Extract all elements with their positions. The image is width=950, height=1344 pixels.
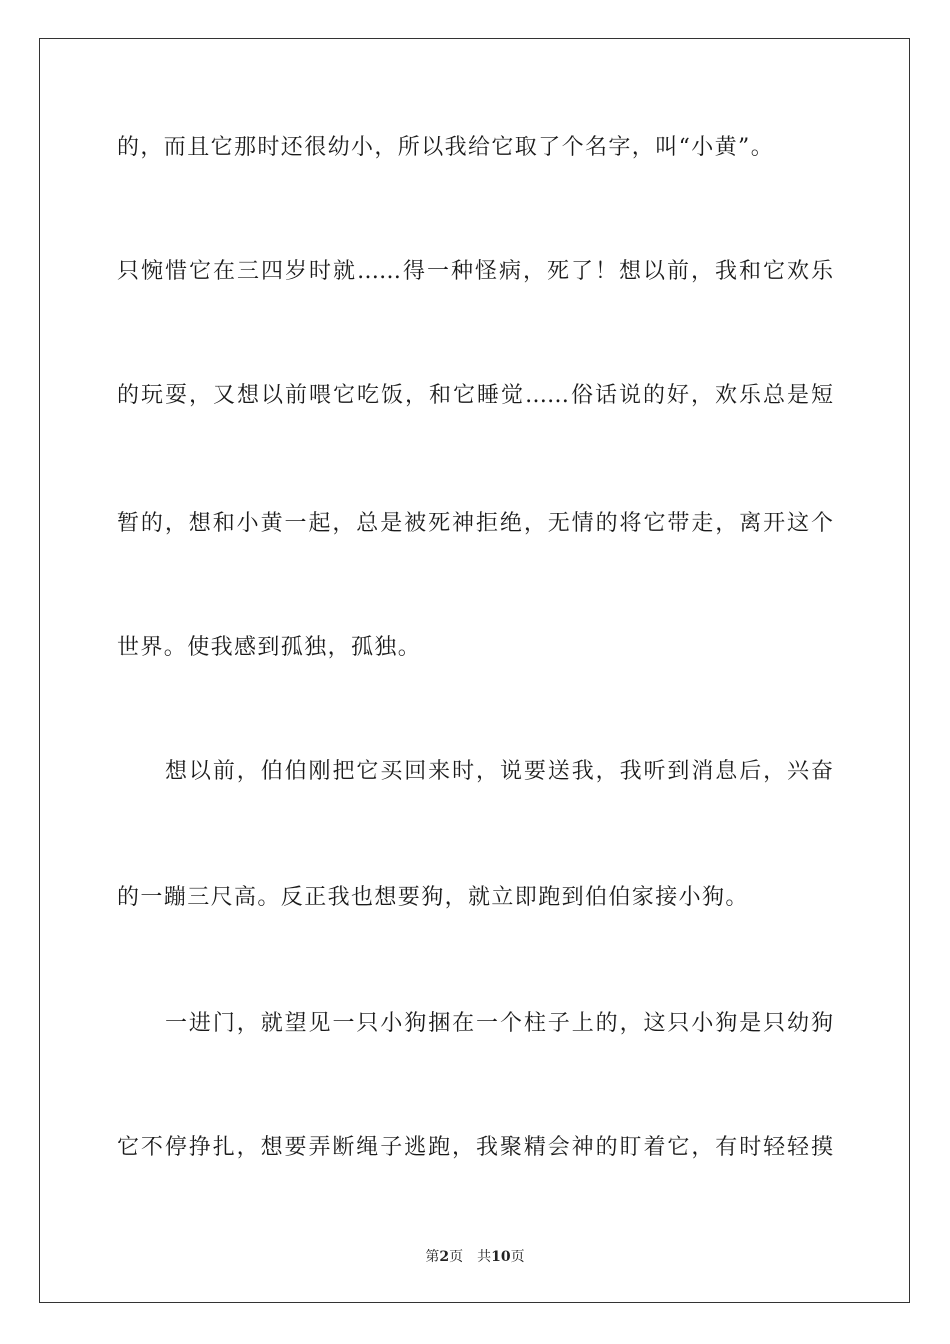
paragraph-line-3: 的玩耍，又想以前喂它吃饭，和它睡觉……俗话说的好，欢乐总是短 <box>117 383 833 408</box>
paragraph-line-5: 世界。使我感到孤独，孤独。 <box>117 635 422 660</box>
paragraph-line-1: 的，而且它那时还很幼小，所以我给它取了个名字，叫“小黄”。 <box>117 135 775 160</box>
paragraph-line-8: 一进门，就望见一只小狗捆在一个柱子上的，这只小狗是只幼狗 <box>165 1011 833 1036</box>
footer-total-prefix: 共 <box>477 1249 492 1265</box>
footer-total-number: 10 <box>491 1249 511 1265</box>
paragraph-line-6: 想以前，伯伯刚把它买回来时，说要送我，我听到消息后，兴奋 <box>165 759 833 784</box>
footer-page-suffix: 页 <box>449 1249 464 1265</box>
page-border <box>39 38 910 1303</box>
page-footer <box>0 1248 950 1266</box>
footer-page-prefix: 第 <box>425 1249 440 1265</box>
footer-page-number: 2 <box>439 1249 450 1265</box>
footer-total-suffix: 页 <box>510 1249 525 1265</box>
paragraph-line-7: 的一蹦三尺高。反正我也想要狗，就立即跑到伯伯家接小狗。 <box>117 885 749 910</box>
paragraph-line-2: 只惋惜它在三四岁时就……得一种怪病，死了！想以前，我和它欢乐 <box>117 259 833 284</box>
paragraph-line-4: 暂的，想和小黄一起，总是被死神拒绝，无情的将它带走，离开这个 <box>117 511 833 536</box>
paragraph-line-9: 它不停挣扎，想要弄断绳子逃跑，我聚精会神的盯着它，有时轻轻摸 <box>117 1135 833 1160</box>
